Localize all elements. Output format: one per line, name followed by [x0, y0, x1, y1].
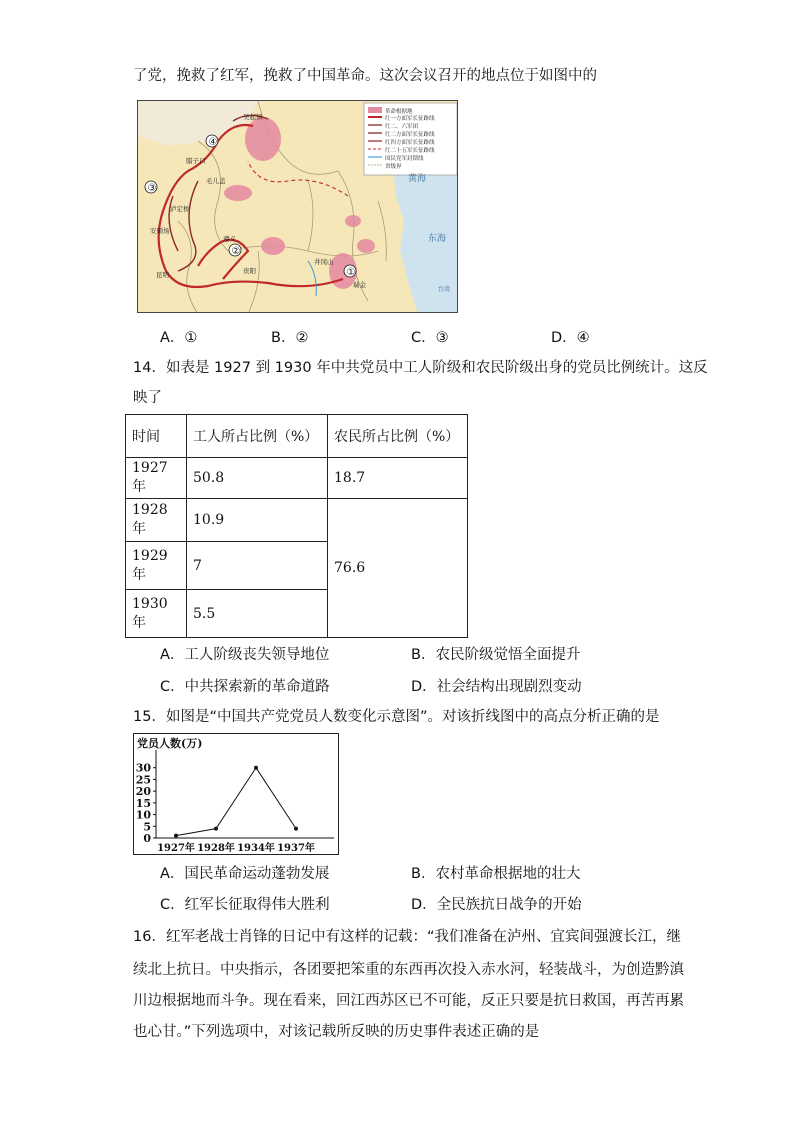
q15-option-b[interactable]: B．农村革命根据地的壮大 — [411, 866, 581, 882]
place-label: 遵义 — [223, 235, 236, 243]
q13-stem-tail: 了党，挽救了红军，挽救了中国革命。这次会议召开的地点位于如图中的 — [133, 68, 597, 84]
q13-option-b[interactable]: B．② — [271, 330, 309, 346]
cell-worker: 50.8 — [187, 458, 328, 499]
cell-year: 1930 年 — [126, 590, 187, 638]
x-tick-label: 1934年 — [237, 843, 275, 854]
place-label: 毛儿盖 — [206, 177, 226, 185]
legend-item: 红二、六军团 — [385, 124, 419, 130]
q14-stem-line2: 映了 — [133, 390, 162, 406]
y-tick-label: 30 — [135, 761, 151, 775]
q14-option-a[interactable]: A．工人阶级丧失领导地位 — [160, 647, 330, 663]
header-peasant: 农民所占比例（%） — [328, 415, 468, 458]
q16-line3: 川边根据地而斗争。现在看来，回江西苏区已不可能，反正只要是抗日救国，再苦再累 — [133, 993, 684, 1009]
q14-option-c[interactable]: C．中共探索新的革命道路 — [160, 679, 330, 695]
q13-option-c[interactable]: C．③ — [411, 330, 449, 346]
header-time: 时间 — [126, 415, 187, 458]
marker-4: ④ — [208, 137, 218, 148]
place-label: 井冈山 — [314, 258, 334, 266]
y-tick-label: 20 — [135, 785, 151, 799]
q14-option-b[interactable]: B．农民阶级觉悟全面提升 — [411, 647, 581, 663]
cell-peasant-merged: 76.6 — [328, 499, 468, 638]
q15-stem: 15．如图是“中国共产党党员人数变化示意图”。对该折线图中的高点分析正确的是 — [133, 709, 660, 725]
place-label: 瑞金 — [353, 281, 366, 289]
x-tick-label: 1927年 — [157, 843, 195, 854]
table-row — [126, 458, 468, 499]
x-tick-label: 1928年 — [197, 843, 235, 854]
data-point — [174, 834, 178, 838]
legend-item: 红一方面军长征路线 — [385, 116, 435, 122]
place-label: 昆明 — [156, 271, 169, 279]
header-worker: 工人所占比例（%） — [187, 415, 328, 458]
sea-label: 东海 — [428, 234, 447, 244]
cell-year: 1928 年 — [126, 499, 187, 542]
data-point — [294, 827, 298, 831]
q14-stem-line1: 14．如表是 1927 到 1930 年中共党员中工人阶级和农民阶级出身的党员比例统计。这反 — [133, 360, 708, 376]
place-label: 安顺场 — [150, 227, 170, 235]
series-line — [176, 768, 296, 836]
y-tick-label: 0 — [143, 832, 151, 845]
cell-worker: 5.5 — [187, 590, 328, 638]
q14-option-d[interactable]: D．社会结构出现剧烈变动 — [411, 679, 582, 695]
party-member-ratio-table — [125, 414, 468, 638]
legend-item: 省级界 — [385, 164, 402, 170]
marker-3: ③ — [147, 183, 157, 194]
legend-item: 红四方面军长征路线 — [385, 140, 435, 146]
party-membership-chart — [133, 733, 339, 855]
cell-peasant: 18.7 — [328, 458, 468, 499]
place-label: 贵阳 — [243, 267, 256, 275]
place-label: 吴起镇 — [243, 113, 263, 121]
place-label: 腊子口 — [186, 157, 206, 165]
place-label: 泸定桥 — [170, 205, 190, 213]
q15-option-d[interactable]: D．全民族抗日战争的开始 — [411, 897, 582, 913]
marker-2: ② — [231, 246, 241, 257]
table-row — [126, 499, 468, 542]
legend-item: 红二十五军长征路线 — [385, 148, 435, 154]
y-tick-label: 25 — [135, 773, 151, 787]
legend-item: 革命根据地 — [385, 109, 413, 115]
sea-label: 黄海 — [408, 174, 427, 184]
data-point — [214, 827, 218, 831]
legend-item: 国民党军封锁线 — [385, 156, 424, 162]
legend-item: 红二方面军长征路线 — [385, 132, 435, 138]
cell-year: 1929 年 — [126, 542, 187, 590]
cell-year: 1927 年 — [126, 458, 187, 499]
q15-option-a[interactable]: A．国民革命运动蓬勃发展 — [160, 866, 330, 882]
y-tick-label: 10 — [135, 808, 151, 822]
long-march-map — [137, 100, 458, 313]
data-point — [254, 766, 258, 770]
chart-svg — [134, 734, 338, 854]
q15-option-c[interactable]: C．红军长征取得伟大胜利 — [160, 897, 330, 913]
region-label: 台湾 — [438, 286, 451, 293]
y-tick-label: 15 — [135, 796, 151, 810]
x-tick-label: 1937年 — [277, 843, 315, 854]
q13-option-d[interactable]: D．④ — [551, 330, 590, 346]
q16-line2: 续北上抗日。中央指示，各团要把笨重的东西再次投入赤水河，轻装战斗，为创造黔滇 — [133, 962, 684, 978]
cell-worker: 10.9 — [187, 499, 328, 542]
marker-1: ① — [346, 267, 356, 278]
y-tick-label: 5 — [143, 820, 151, 834]
y-axis-label: 党员人数(万) — [137, 737, 203, 750]
cell-worker: 7 — [187, 542, 328, 590]
q16-line1: 16．红军老战士肖锋的日记中有这样的记载：“我们准备在泸州、宜宾间强渡长江，继 — [133, 929, 681, 945]
map-graphic — [138, 101, 458, 313]
q13-option-a[interactable]: A．① — [160, 330, 198, 346]
q16-line4: 也心甘。”下列选项中，对该记载所反映的历史事件表述正确的是 — [133, 1024, 540, 1040]
